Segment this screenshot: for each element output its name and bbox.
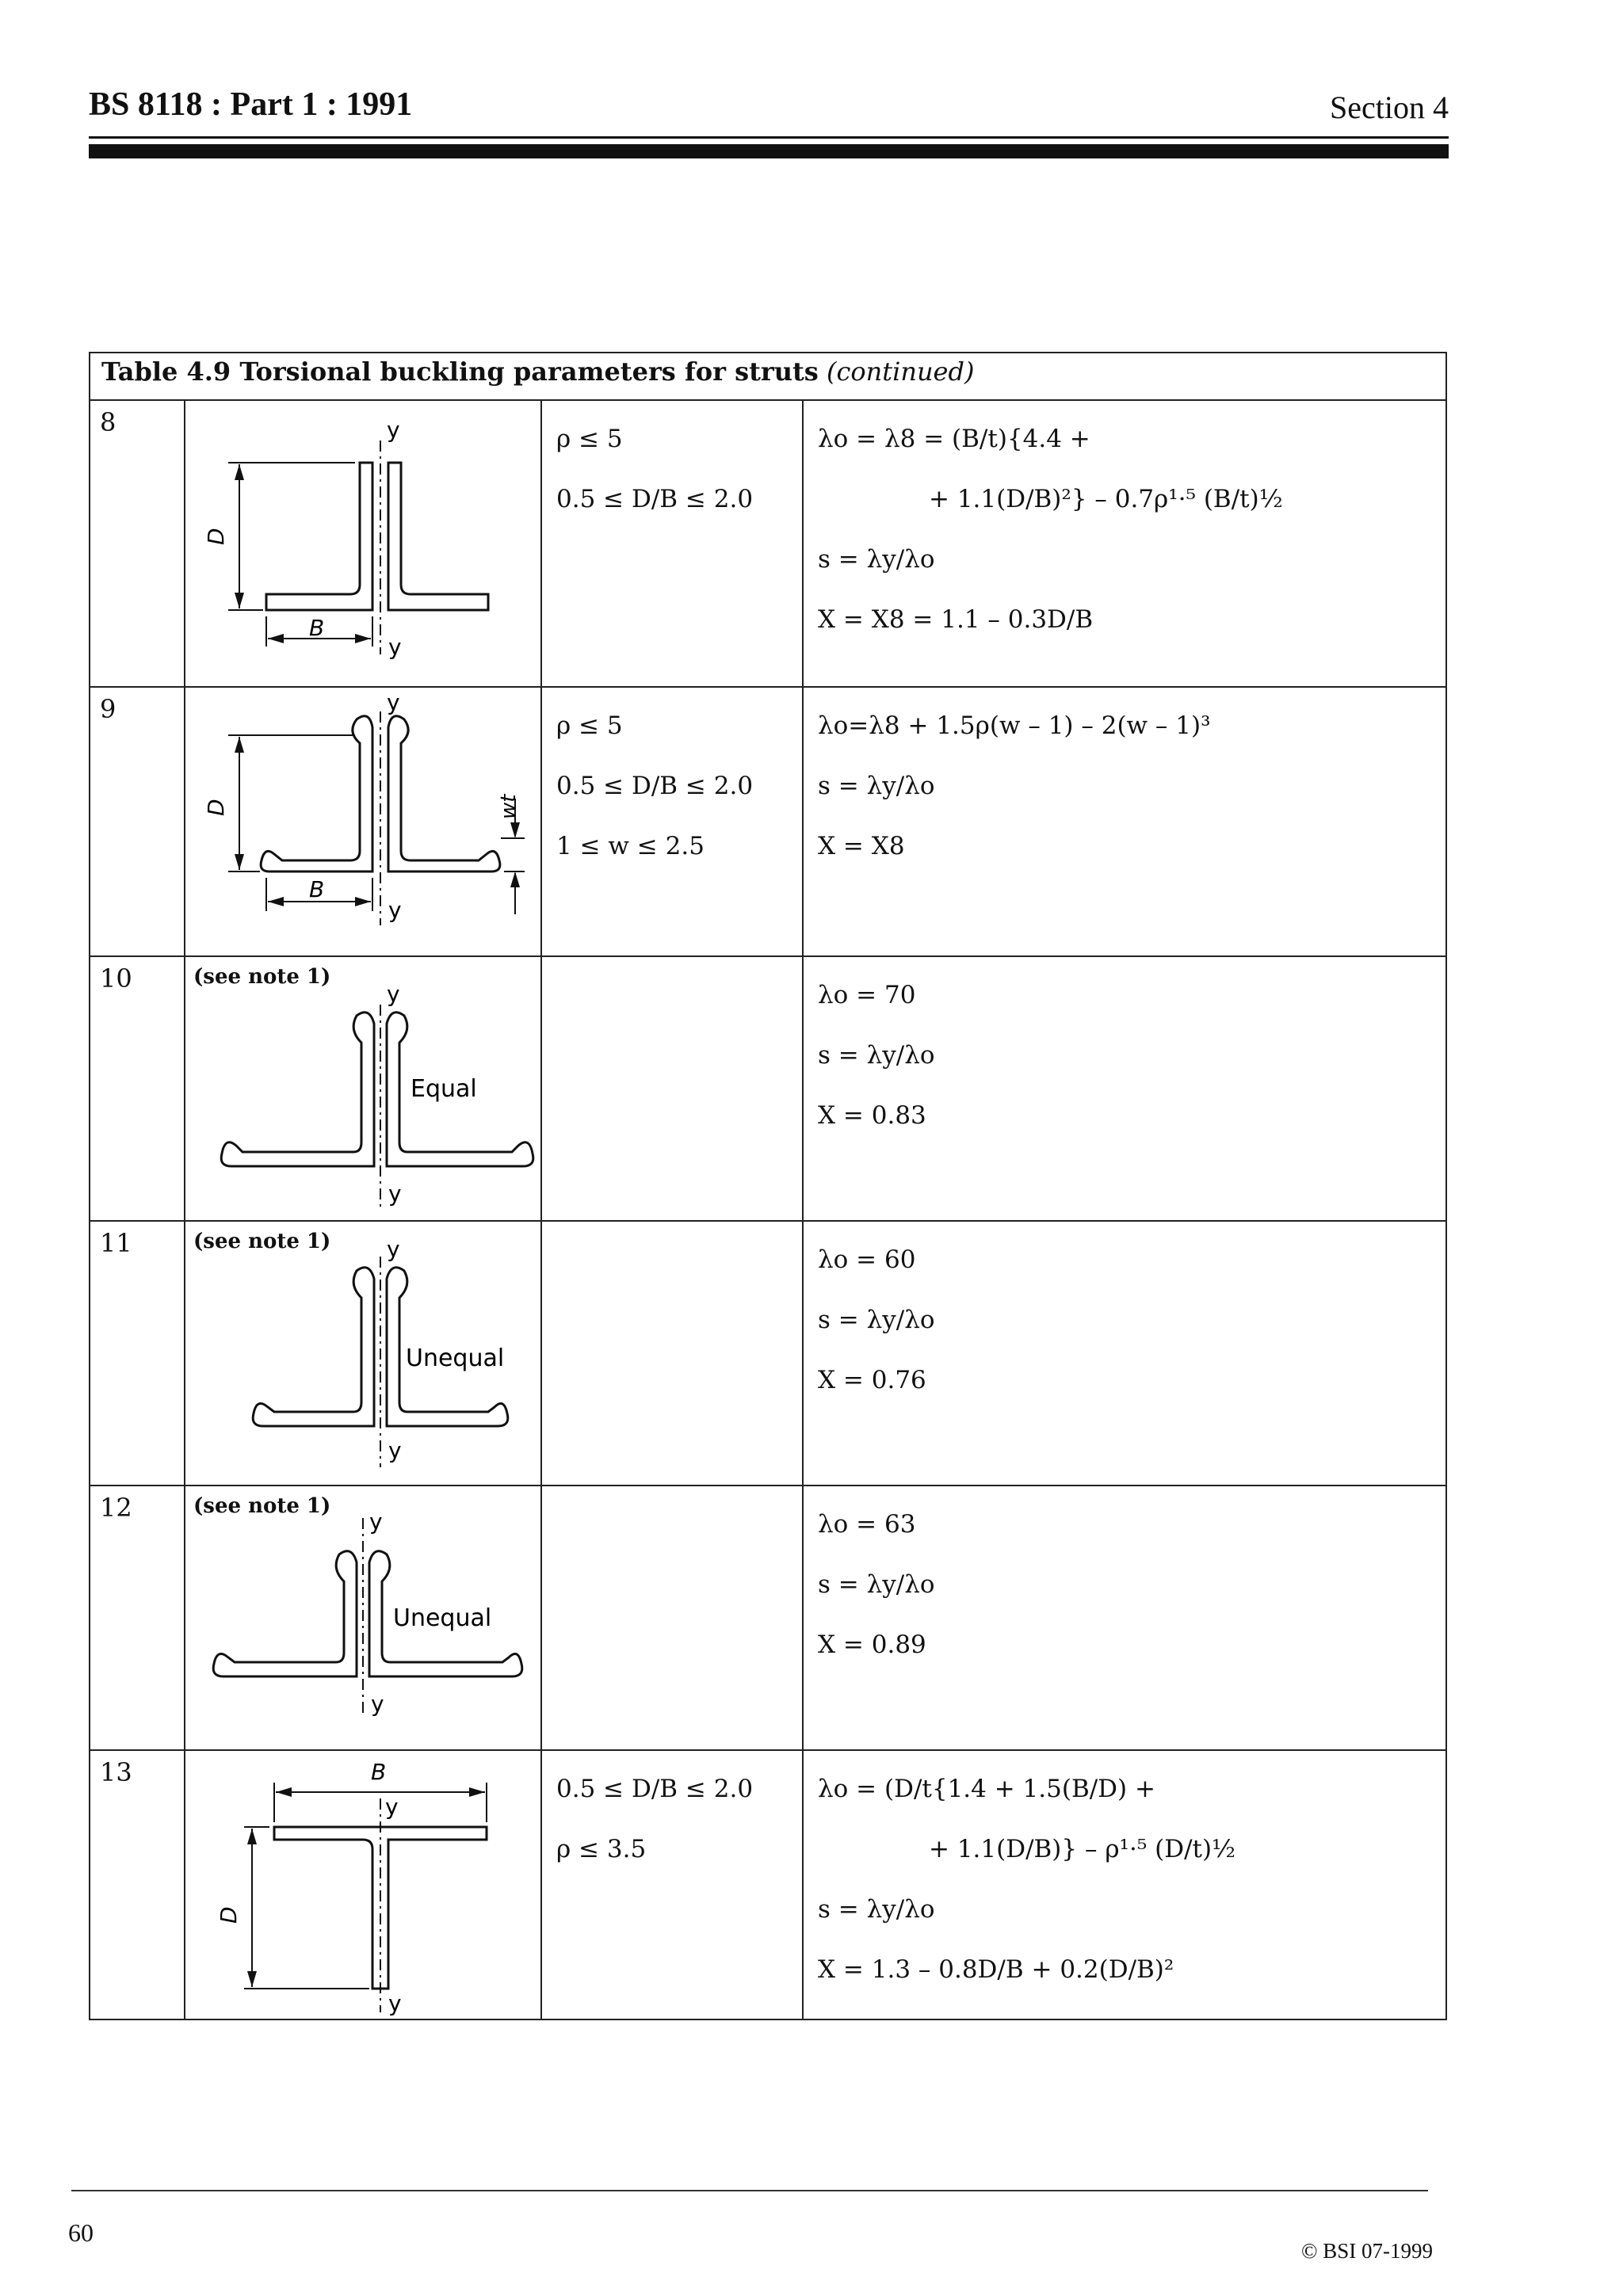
row-number: 8 [90, 400, 185, 687]
section-figure [185, 400, 541, 687]
row-number: 12 [90, 1486, 185, 1750]
row-number: 9 [90, 687, 185, 956]
formula-cell: λo=λ8 + 1.5ρ(w – 1) – 2(w – 1)³ s = λy/λo X = X8 [803, 687, 1446, 956]
conditions-cell: ρ ≤ 5 0.5 ≤ D/B ≤ 2.0 1 ≤ w ≤ 2.5 [541, 687, 803, 956]
svg-text:y: y [388, 634, 402, 660]
svg-text:y: y [371, 1691, 384, 1717]
header-rule-thin [89, 136, 1449, 139]
row-number: 10 [90, 956, 185, 1221]
svg-text:D: D [216, 1906, 242, 1924]
svg-text:B: B [371, 1759, 387, 1785]
svg-text:y: y [385, 1794, 399, 1820]
svg-text:y: y [388, 1437, 402, 1463]
svg-text:B: B [309, 615, 325, 641]
svg-text:B: B [309, 876, 325, 902]
conditions-cell [541, 1221, 803, 1486]
conditions-cell: 0.5 ≤ D/B ≤ 2.0 ρ ≤ 3.5 [541, 1750, 803, 2019]
lipped-angle-pair-diagram [185, 688, 542, 955]
section-figure [185, 956, 541, 1221]
conditions-cell [541, 956, 803, 1221]
table-row [90, 687, 1446, 956]
formula-cell: λo = λ8 = (B/t){4.4 + + 1.1(D/B)²} – 0.7ρ¹·⁵ (B/t)½ s = λy/λo X = X8 = 1.1 – 0.3D/B [803, 400, 1446, 687]
svg-text:y: y [369, 1508, 383, 1535]
formula-cell: λo = 70 s = λy/λo X = 0.83 [803, 956, 1446, 1221]
section-figure [185, 1221, 541, 1486]
svg-text:D: D [203, 799, 229, 816]
footer-rule [71, 2190, 1428, 2191]
formula-cell: λo = (D/t{1.4 + 1.5(B/D) + + 1.1(D/B)} – ρ¹·⁵ (D/t)½ s = λy/λo X = 1.3 – 0.8D/B + 0.2(D/B)² [803, 1750, 1446, 2019]
svg-text:Unequal: Unequal [406, 1344, 505, 1372]
row-number: 13 [90, 1750, 185, 2019]
document-title: BS 8118 : Part 1 : 1991 [89, 86, 413, 123]
section-label: Section 4 [1330, 90, 1449, 125]
table-row [90, 400, 1446, 687]
section-figure [185, 687, 541, 956]
note-reference: (see note 1) [193, 965, 331, 989]
bulb-angle-equal-diagram [185, 957, 542, 1220]
row-number: 11 [90, 1221, 185, 1486]
table-row [90, 1486, 1446, 1750]
conditions-cell: ρ ≤ 5 0.5 ≤ D/B ≤ 2.0 [541, 400, 803, 687]
svg-text:y: y [388, 1990, 402, 2016]
svg-text:Unequal: Unequal [393, 1604, 492, 1632]
svg-text:wt: wt [497, 794, 521, 819]
formula-cell: λo = 60 s = λy/λo X = 0.76 [803, 1221, 1446, 1486]
page-number: 60 [68, 2218, 94, 2247]
bulb-angle-unequal-diagram [185, 1486, 542, 1749]
svg-text:y: y [387, 417, 400, 443]
bulb-angle-unequal-diagram [185, 1222, 542, 1485]
svg-text:y: y [388, 1180, 402, 1207]
note-reference: (see note 1) [193, 1230, 331, 1253]
formula-cell: λo = 63 s = λy/λo X = 0.89 [803, 1486, 1446, 1750]
table-row [90, 1221, 1446, 1486]
conditions-cell [541, 1486, 803, 1750]
tee-section-diagram [185, 1751, 542, 2019]
section-figure [185, 1486, 541, 1750]
svg-text:y: y [387, 1236, 400, 1262]
table-row [90, 956, 1446, 1221]
svg-text:y: y [387, 981, 400, 1007]
section-figure [185, 1750, 541, 2019]
svg-text:y: y [388, 897, 402, 923]
torsional-buckling-table [89, 352, 1447, 2020]
header-rule-thick [89, 144, 1449, 158]
table-caption: Table 4.9 Torsional buckling parameters for struts (continued) [90, 353, 1446, 400]
copyright-notice: © BSI 07-1999 [1300, 2239, 1433, 2263]
svg-text:Equal: Equal [411, 1075, 477, 1103]
angle-pair-diagram [185, 401, 542, 686]
note-reference: (see note 1) [193, 1494, 331, 1518]
table-row [90, 1750, 1446, 2019]
svg-text:D: D [203, 528, 229, 545]
svg-text:y: y [387, 689, 400, 715]
